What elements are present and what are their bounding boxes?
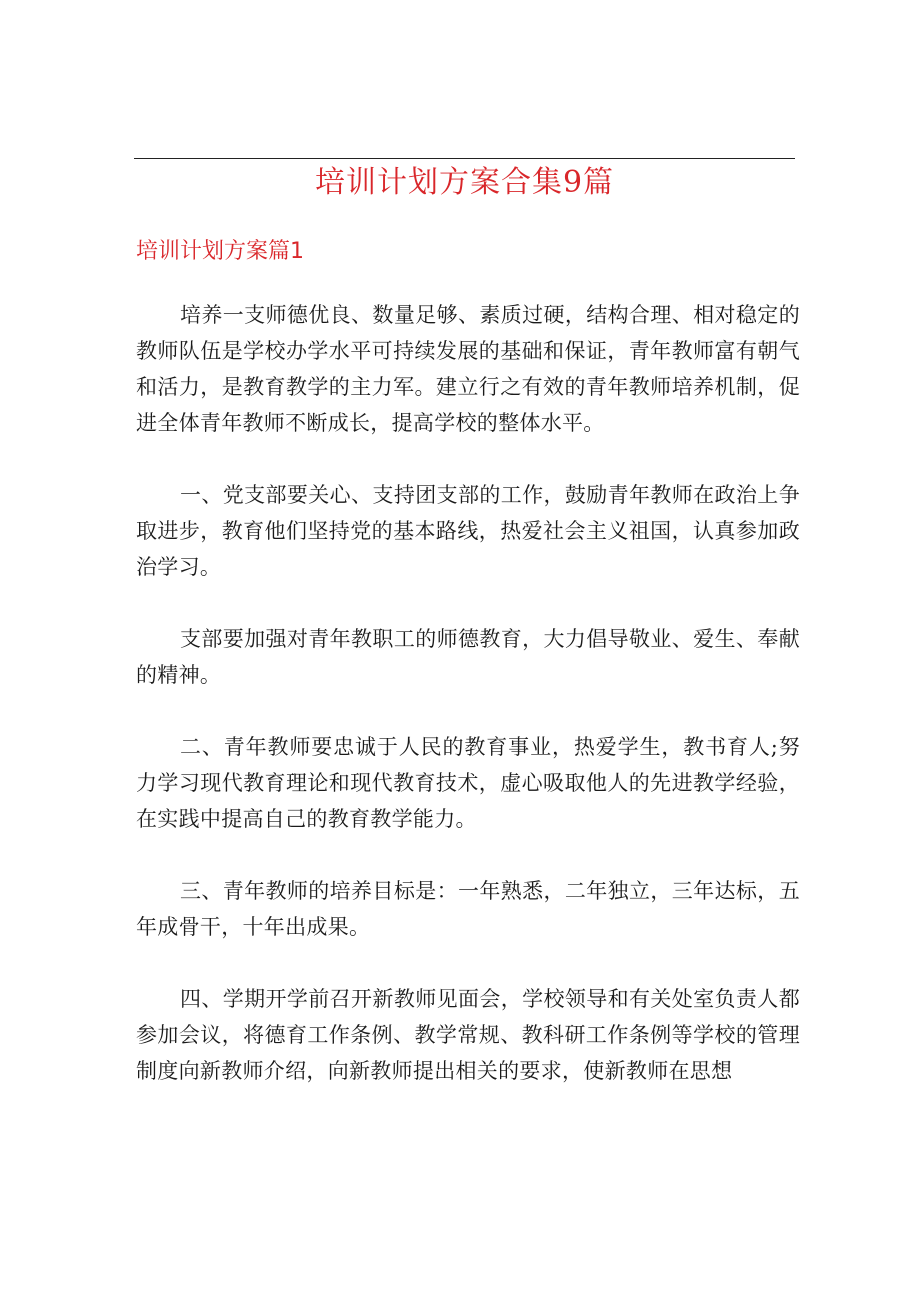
document-title: 培训计划方案合集9篇	[314, 165, 615, 200]
document-body	[136, 297, 800, 1125]
body-paragraph: 二、青年教师要忠诚于人民的教育事业，热爱学生，教书育人;努力学习现代教育理论和现代教育技术，虚心吸取他人的先进教学经验，在实践中提高自己的教育教学能力。	[136, 735, 800, 831]
section-heading: 培训计划方案篇1	[136, 239, 304, 264]
body-paragraph: 三、青年教师的培养目标是：一年熟悉，二年独立，三年达标，五年成骨干，十年出成果。	[136, 879, 800, 939]
body-paragraph: 培养一支师德优良、数量足够、素质过硬，结构合理、相对稳定的教师队伍是学校办学水平可持续发展的基础和保证，青年教师富有朝气和活力，是教育教学的主力军。建立行之有效的青年教师培养机制，促进全体青年教师不断成长，提高学校的整体水平。	[136, 303, 800, 435]
body-paragraph: 支部要加强对青年教职工的师德教育，大力倡导敬业、爱生、奉献的精神。	[136, 627, 800, 687]
header-rule	[134, 158, 795, 159]
body-paragraph: 四、学期开学前召开新教师见面会，学校领导和有关处室负责人都参加会议，将德育工作条例、教学常规、教科研工作条例等学校的管理制度向新教师介绍，向新教师提出相关的要求，使新教师在思想	[136, 987, 800, 1083]
body-paragraph: 一、党支部要关心、支持团支部的工作，鼓励青年教师在政治上争取进步，教育他们坚持党的基本路线，热爱社会主义祖国，认真参加政治学习。	[136, 483, 800, 579]
